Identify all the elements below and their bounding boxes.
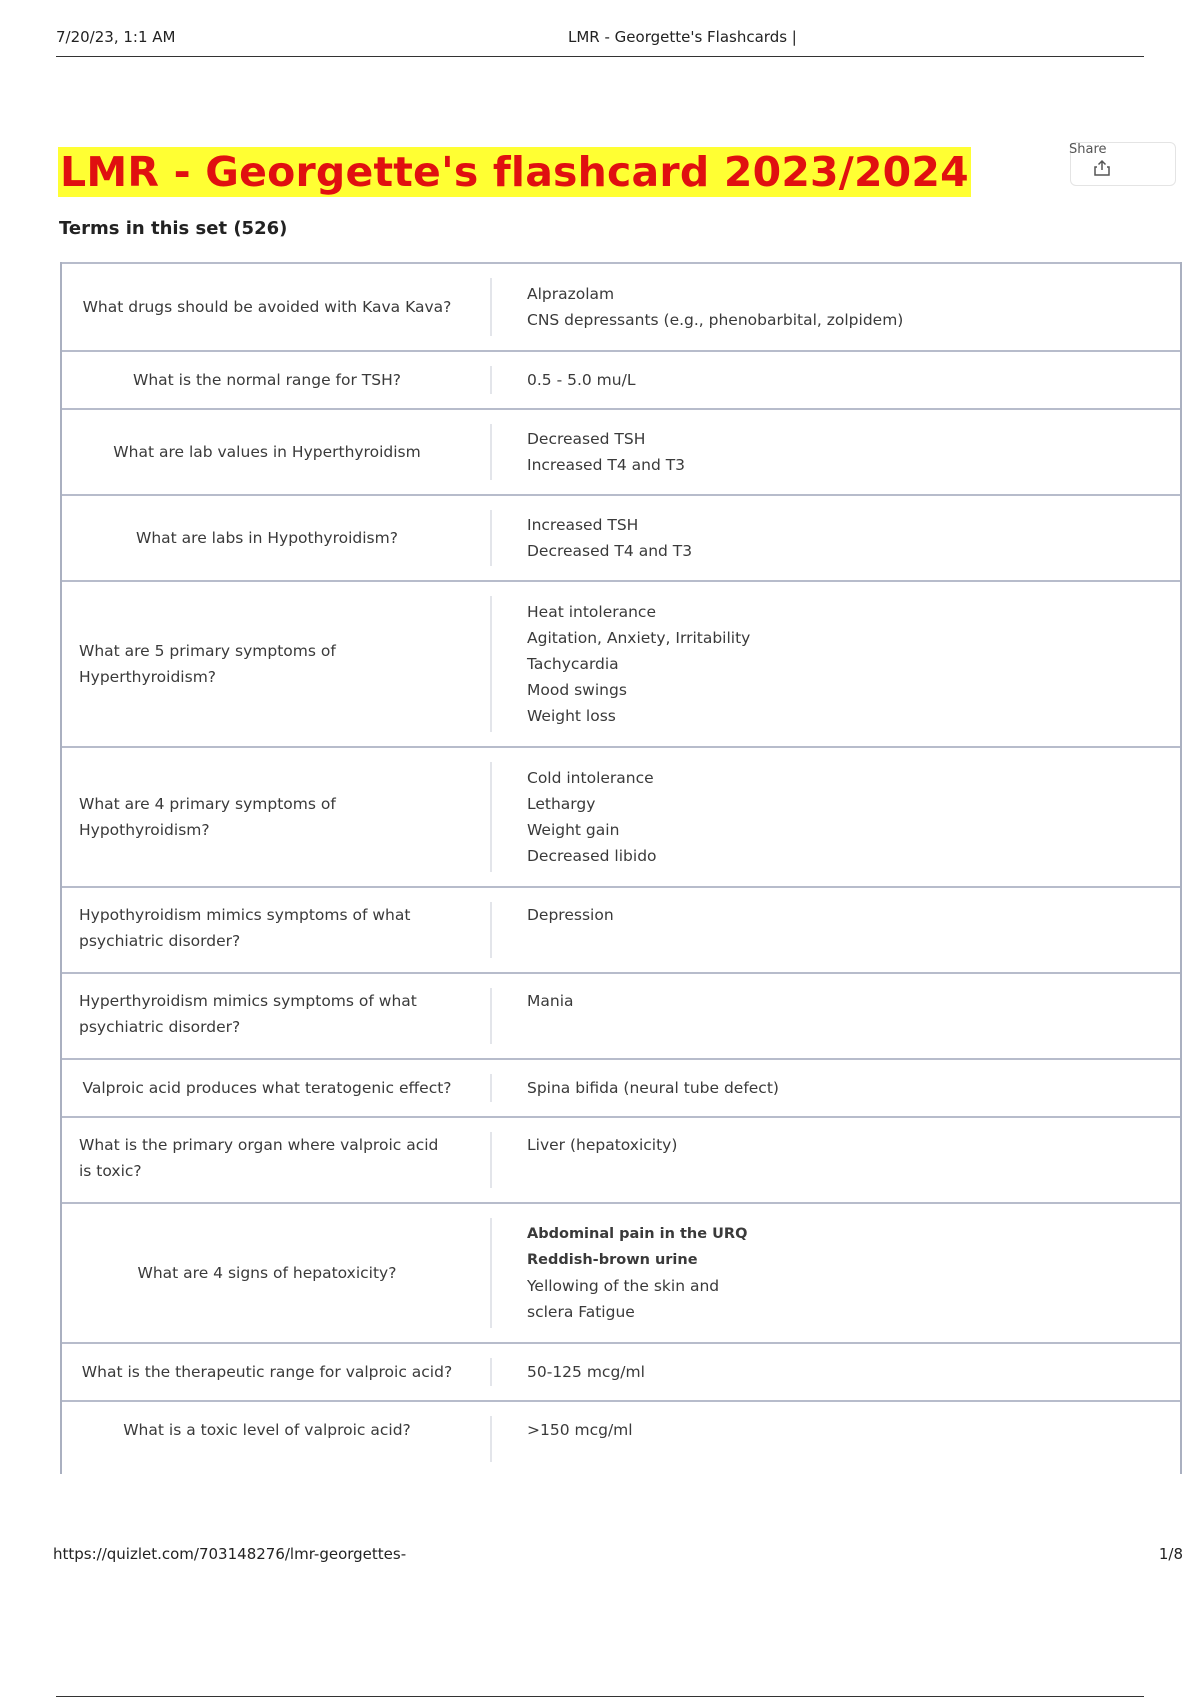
flashcard-term: Hypothyroidism mimics symptoms of what psychiatric disorder? <box>79 906 411 950</box>
flashcard-term: What is the therapeutic range for valproic acid? <box>81 1363 453 1381</box>
share-label: Share <box>1069 142 1107 157</box>
row-divider <box>490 1416 492 1462</box>
flashcard-term: What are labs in Hypothyroidism? <box>136 529 398 547</box>
bottom-rule <box>56 1696 1144 1697</box>
flashcard-definition: Liver (hepatoxicity) <box>527 1136 678 1154</box>
row-divider <box>490 278 492 336</box>
flashcard-table <box>60 262 1182 1474</box>
set-title: LMR - Georgette's flashcard 2023/2024 <box>60 148 969 196</box>
flashcard-definition: Spina bifida (neural tube defect) <box>527 1079 779 1097</box>
row-divider <box>490 424 492 480</box>
flashcard-term: What drugs should be avoided with Kava Kava? <box>82 298 452 316</box>
flashcard-term: What are lab values in Hyperthyroidism <box>113 443 421 461</box>
row-divider <box>490 988 492 1044</box>
row-divider <box>490 1074 492 1102</box>
print-doc-title: LMR - Georgette's Flashcards | <box>568 28 797 46</box>
print-header <box>56 26 1144 57</box>
flashcard-row[interactable] <box>62 350 1180 408</box>
flashcard-term: Valproic acid produces what teratogenic effect? <box>82 1079 452 1097</box>
flashcard-definition: Decreased TSH Increased T4 and T3 <box>527 430 686 474</box>
flashcard-row[interactable] <box>62 1342 1180 1400</box>
share-button[interactable] <box>1070 142 1176 186</box>
row-divider <box>490 1218 492 1328</box>
flashcard-row[interactable] <box>62 886 1180 972</box>
flashcard-definition: Abdominal pain in the URQ Reddish-brown urine Yellowing of the skin and sclera Fatigue <box>527 1226 748 1321</box>
flashcard-term: What is the normal range for TSH? <box>133 371 401 389</box>
terms-count-heading: Terms in this set (526) <box>59 218 288 239</box>
flashcard-definition: Alprazolam CNS depressants (e.g., phenobarbital, zolpidem) <box>527 285 904 329</box>
flashcard-row[interactable] <box>62 262 1180 350</box>
flashcard-row[interactable] <box>62 1400 1180 1476</box>
flashcard-definition: >150 mcg/ml <box>527 1421 633 1439</box>
flashcard-term: Hyperthyroidism mimics symptoms of what psychiatric disorder? <box>79 992 417 1036</box>
flashcard-term: What is a toxic level of valproic acid? <box>123 1421 411 1439</box>
flashcard-row[interactable] <box>62 494 1180 580</box>
row-divider <box>490 510 492 566</box>
page-number: 1/8 <box>1158 1545 1183 1563</box>
flashcard-row[interactable] <box>62 972 1180 1058</box>
flashcard-row[interactable] <box>62 1202 1180 1342</box>
flashcard-definition: Mania <box>527 992 574 1010</box>
row-divider <box>490 1132 492 1188</box>
flashcard-row[interactable] <box>62 408 1180 494</box>
flashcard-definition: 50-125 mcg/ml <box>527 1363 645 1381</box>
flashcard-term: What is the primary organ where valproic acid is toxic? <box>79 1136 439 1180</box>
flashcard-term: What are 4 primary symptoms of Hypothyroidism? <box>79 795 336 839</box>
flashcard-row[interactable] <box>62 1116 1180 1202</box>
flashcard-term: What are 4 signs of hepatoxicity? <box>137 1264 397 1282</box>
page-url: https://quizlet.com/703148276/lmr-georgettes- <box>53 1545 407 1563</box>
row-divider <box>490 762 492 872</box>
flashcard-definition: 0.5 - 5.0 mu/L <box>527 371 636 389</box>
flashcard-row[interactable] <box>62 1058 1180 1116</box>
flashcard-definition: Heat intolerance Agitation, Anxiety, Irritability Tachycardia Mood swings Weight loss <box>527 603 751 725</box>
row-divider <box>490 1358 492 1386</box>
flashcard-row[interactable] <box>62 746 1180 886</box>
row-divider <box>490 366 492 394</box>
print-date: 7/20/23, 1:1 AM <box>56 28 176 46</box>
row-divider <box>490 902 492 958</box>
row-divider <box>490 596 492 732</box>
flashcard-term: What are 5 primary symptoms of Hyperthyroidism? <box>79 642 336 686</box>
flashcard-definition: Depression <box>527 906 614 924</box>
flashcard-definition: Increased TSH Decreased T4 and T3 <box>527 516 693 560</box>
flashcard-definition: Cold intolerance Lethargy Weight gain Decreased libido <box>527 769 657 865</box>
share-icon <box>1093 159 1111 177</box>
flashcard-row[interactable] <box>62 580 1180 746</box>
